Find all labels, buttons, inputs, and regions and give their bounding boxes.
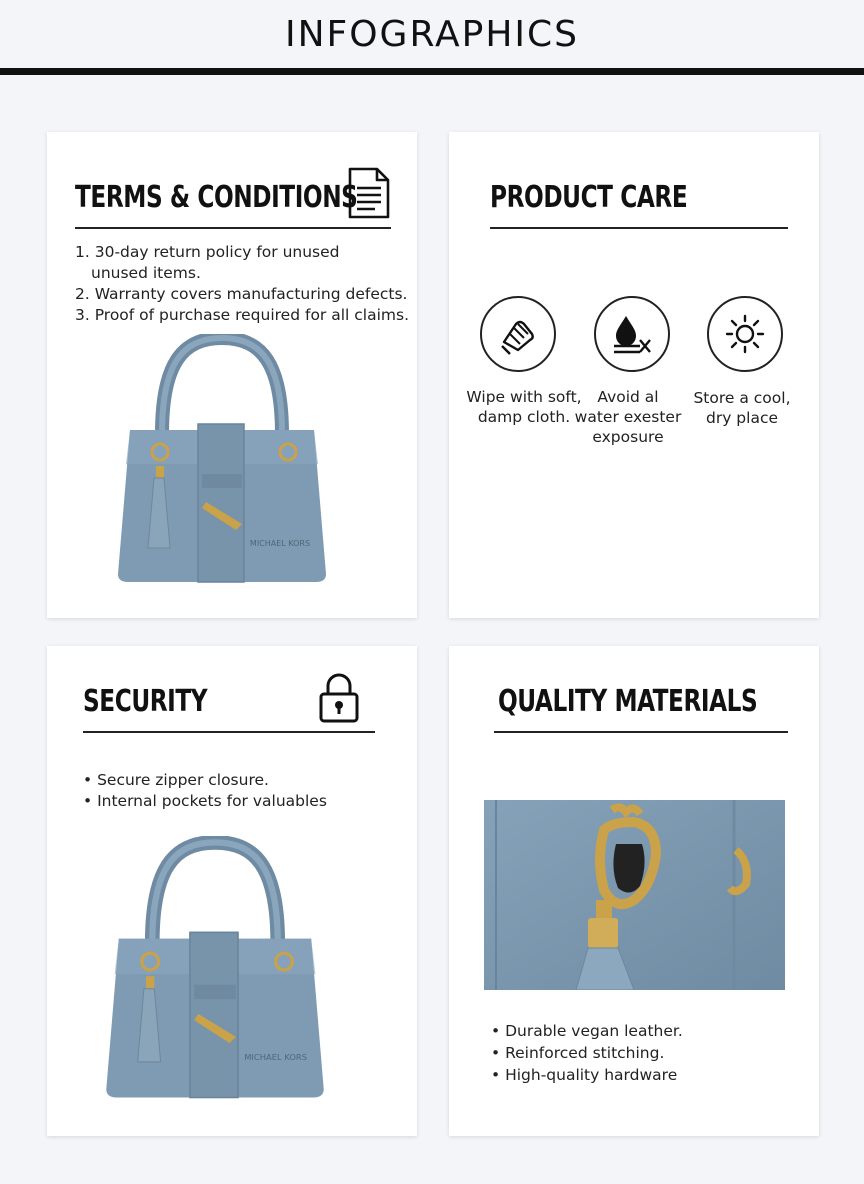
- handbag-image: [112, 334, 332, 592]
- materials-heading: QUALITY MATERIALS: [498, 684, 758, 719]
- care-heading: PRODUCT CARE: [490, 180, 688, 215]
- terms-heading: TERMS & CONDITIONS: [75, 180, 358, 215]
- materials-divider: [494, 731, 788, 733]
- materials-bullet-2: • Reinforced stitching.: [491, 1044, 665, 1062]
- care-label-wipe: Wipe with soft, damp cloth.: [466, 388, 582, 426]
- security-list: [83, 770, 327, 812]
- handbag-image: [100, 836, 330, 1110]
- padlock-icon: [318, 672, 360, 724]
- svg-text:MICHAEL KORS: MICHAEL KORS: [244, 1051, 308, 1062]
- terms-divider: [75, 227, 391, 229]
- care-label-water: Avoid al water exester exposure: [574, 388, 682, 446]
- terms-line-3: 2. Warranty covers manufacturing defects.: [75, 285, 408, 303]
- sun-icon: [707, 296, 783, 372]
- care-label-store: Store a cool, dry place: [693, 389, 791, 427]
- terms-line-2: unused items.: [91, 264, 201, 282]
- svg-text:MICHAEL KORS: MICHAEL KORS: [249, 539, 311, 548]
- page-title: INFOGRAPHICS: [284, 14, 580, 55]
- hardware-closeup-image: [484, 800, 785, 990]
- water-drop-icon: [594, 296, 670, 372]
- security-heading: SECURITY: [83, 684, 208, 719]
- security-divider: [83, 731, 375, 733]
- document-icon: [347, 166, 391, 220]
- care-divider: [490, 227, 788, 229]
- terms-line-1: 1. 30-day return policy for unused: [75, 243, 340, 261]
- terms-line-4: 3. Proof of purchase required for all claims.: [75, 306, 409, 324]
- security-bullet-1: • Secure zipper closure.: [83, 771, 269, 789]
- title-divider: [0, 68, 864, 75]
- materials-list: [491, 1020, 683, 1086]
- materials-bullet-3: • High-quality hardware: [491, 1066, 678, 1084]
- security-bullet-2: • Internal pockets for valuables: [83, 792, 327, 810]
- terms-list: [75, 242, 409, 326]
- materials-bullet-1: • Durable vegan leather.: [491, 1022, 683, 1040]
- hand-cloth-icon: [480, 296, 556, 372]
